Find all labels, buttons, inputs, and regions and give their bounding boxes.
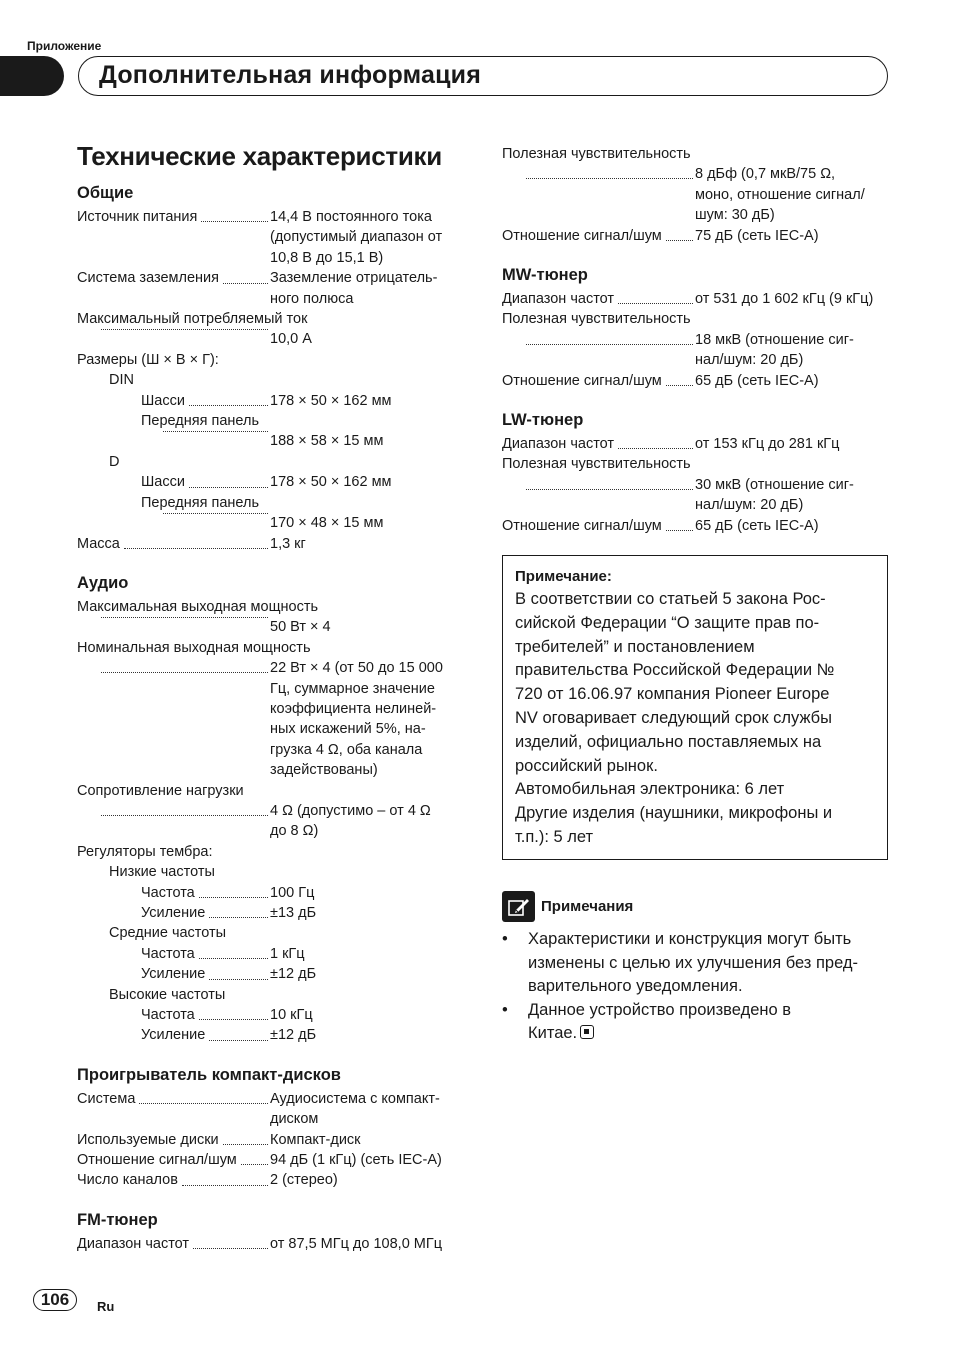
spec-label: Передняя панель xyxy=(141,494,260,511)
spec-label: DIN xyxy=(109,372,134,389)
note-line: Другие изделия (наушники, микрофоны и xyxy=(515,804,833,823)
spec-label: Система заземления xyxy=(77,270,219,287)
spec-label: Число каналов xyxy=(77,1172,178,1189)
spec-value: Аудиосистема с компакт- xyxy=(270,1090,440,1107)
spec-value: моно, отношение сигнал/ xyxy=(695,186,865,203)
fm-heading: FM-тюнер xyxy=(77,1210,158,1229)
note-line: т.п.): 5 лет xyxy=(515,827,594,846)
spec-label: Средние частоты xyxy=(109,925,227,942)
right-column xyxy=(502,144,890,536)
spec-value: 10 кГц xyxy=(270,1007,313,1024)
left-column xyxy=(77,184,462,1254)
spec-value: 18 мкВ (отношение сиг- xyxy=(695,331,854,348)
spec-value: Компакт-диск xyxy=(270,1131,361,1148)
header-title: Дополнительная информация xyxy=(99,61,482,89)
bullet-line: Характеристики и конструкция могут быть xyxy=(528,930,852,948)
spec-row-lw-sens xyxy=(502,475,890,516)
spec-label: Сопротивление нагрузки xyxy=(77,782,244,799)
spec-row-load xyxy=(77,801,462,842)
spec-label: Максимальный потребляемый ток xyxy=(77,311,308,328)
spec-row-d-chassis xyxy=(77,472,462,492)
spec-value: Заземление отрицатель- xyxy=(270,270,438,287)
spec-label: Номинальная выходная мощность xyxy=(77,639,311,656)
spec-value: ±12 дБ xyxy=(270,966,317,983)
list-item xyxy=(502,999,892,1046)
spec-label: Полезная чувствительность xyxy=(502,456,691,473)
end-mark-icon xyxy=(580,1025,594,1039)
spec-value: грузка 4 Ω, оба канала xyxy=(270,741,423,758)
spec-value: (допустимый диапазон от xyxy=(270,229,443,246)
spec-row-cd-snr xyxy=(77,1150,462,1170)
note-line: Автомобильная электроника: 6 лет xyxy=(515,780,785,799)
spec-label: Низкие частоты xyxy=(109,864,215,881)
spec-label: Полезная чувствительность xyxy=(502,311,691,328)
spec-row-max-power xyxy=(77,617,462,637)
page-title: Технические характеристики xyxy=(77,141,442,171)
language-code: Ru xyxy=(97,1299,115,1314)
spec-value: 65 дБ (сеть IEC-A) xyxy=(695,372,819,389)
note-line: российский рынок. xyxy=(515,756,658,775)
header-bar xyxy=(78,56,888,96)
spec-row-mw-sens xyxy=(502,330,890,371)
spec-row-high-gain xyxy=(77,1025,462,1045)
mw-heading: MW-тюнер xyxy=(502,266,588,285)
general-heading: Общие xyxy=(77,184,134,202)
spec-label: Шасси xyxy=(141,392,185,409)
spec-value: задействованы) xyxy=(270,762,378,779)
bullet-line: Китае. xyxy=(528,1024,578,1043)
spec-label: Отношение сигнал/шум xyxy=(502,227,662,244)
spec-value: 1,3 кг xyxy=(270,535,306,552)
bullet-line: Данное устройство произведено в xyxy=(528,1000,792,1019)
spec-value: 75 дБ (сеть IEC-A) xyxy=(695,227,819,244)
spec-label: Источник питания xyxy=(77,209,198,225)
spec-row-cd-discs xyxy=(77,1130,462,1150)
spec-row-power xyxy=(77,207,462,268)
section-tab xyxy=(0,56,64,96)
spec-value: до 8 Ω) xyxy=(270,823,319,840)
list-item xyxy=(502,928,892,999)
spec-label: Масса xyxy=(77,535,120,552)
page-number: 106 xyxy=(33,1289,77,1311)
spec-value: 50 Вт × 4 xyxy=(270,619,331,636)
spec-label: Полезная чувствительность xyxy=(502,146,691,162)
spec-label: Частота xyxy=(141,1007,195,1024)
spec-value: 170 × 48 × 15 мм xyxy=(270,515,384,532)
spec-row-fm-snr xyxy=(502,226,890,246)
spec-value: 8 дБф (0,7 мкВ/75 Ω, xyxy=(695,166,836,183)
audio-heading: Аудио xyxy=(77,573,129,592)
spec-row-high-freq xyxy=(77,1005,462,1025)
note-title: Примечание: xyxy=(515,568,612,585)
spec-row-mid-freq xyxy=(77,944,462,964)
spec-value: Гц, суммарное значение xyxy=(270,680,435,697)
spec-value: 10,0 А xyxy=(270,331,312,348)
spec-value: 4 Ω (допустимо – от 4 Ω xyxy=(270,802,431,819)
note-line: требителей” и постановлением xyxy=(515,637,755,656)
spec-row-rated-power xyxy=(77,658,462,780)
bullet-icon: • xyxy=(502,1000,508,1019)
note-line: NV оговаривает следующий срок службы xyxy=(515,708,832,727)
spec-label: D xyxy=(109,453,120,470)
spec-value: 1 кГц xyxy=(270,945,305,962)
spec-label: Максимальная выходная мощность xyxy=(77,598,319,615)
notes-label: Примечания xyxy=(541,898,634,915)
spec-row-mass xyxy=(77,534,462,554)
spec-row-din-front xyxy=(77,431,462,451)
cd-heading: Проигрыватель компакт-дисков xyxy=(77,1065,341,1084)
spec-row-mw-range xyxy=(502,289,890,309)
note-line: изделий, официально поставляемых на xyxy=(515,732,822,751)
spec-label: Регуляторы тембра: xyxy=(77,843,213,860)
note-line: сийской Федерации “О защите прав по- xyxy=(515,613,820,632)
bullet-icon: • xyxy=(502,930,508,948)
spec-value: ного полюса xyxy=(270,290,354,307)
spec-value: 22 Вт × 4 (от 50 до 15 000 xyxy=(270,660,443,677)
spec-value: 178 × 50 × 162 мм xyxy=(270,474,392,491)
spec-value: нал/шум: 20 дБ) xyxy=(695,352,804,369)
note-box xyxy=(502,555,888,860)
spec-row-max-current xyxy=(77,329,462,349)
spec-label: Диапазон частот xyxy=(502,436,615,453)
spec-row-lw-snr xyxy=(502,516,890,536)
spec-label: Усиление xyxy=(141,905,206,921)
spec-value: 65 дБ (сеть IEC-A) xyxy=(695,517,819,534)
spec-value: 14,4 В постоянного тока xyxy=(270,209,432,225)
notes-list xyxy=(502,928,892,1046)
spec-label: Усиление xyxy=(141,1027,206,1044)
spec-value: 178 × 50 × 162 мм xyxy=(270,392,392,409)
spec-row-din-chassis xyxy=(77,391,462,411)
note-line: 720 от 16.06.97 компания Pioneer Europe xyxy=(515,685,830,704)
spec-label: Система xyxy=(77,1090,136,1107)
spec-value: от 153 кГц до 281 кГц xyxy=(695,436,840,453)
spec-value: коэффициента нелиней- xyxy=(270,700,437,717)
spec-value: 10,8 В до 15,1 В) xyxy=(270,249,384,266)
spec-label: Диапазон частот xyxy=(77,1235,190,1252)
spec-label: Передняя панель xyxy=(141,413,260,430)
spec-value: 188 × 58 × 15 мм xyxy=(270,433,384,450)
spec-label: Высокие частоты xyxy=(109,986,226,1003)
spec-row-mw-snr xyxy=(502,371,890,391)
notes-header xyxy=(502,891,633,922)
spec-label: Частота xyxy=(141,945,195,962)
spec-value: нал/шум: 20 дБ) xyxy=(695,497,804,514)
spec-value: от 531 до 1 602 кГц (9 кГц) xyxy=(695,291,874,308)
spec-value: 100 Гц xyxy=(270,884,315,901)
spec-label: Усиление xyxy=(141,966,206,983)
spec-value: ±13 дБ xyxy=(270,905,317,921)
bullet-line: изменены с целью их улучшения без пред- xyxy=(528,953,859,972)
spec-row-low-gain xyxy=(77,903,462,923)
spec-row-d-front xyxy=(77,513,462,533)
spec-label: Шасси xyxy=(141,474,185,491)
spec-value: 2 (стерео) xyxy=(270,1172,338,1189)
pencil-icon xyxy=(502,891,535,922)
spec-row-fm-range xyxy=(77,1234,462,1254)
spec-label: Размеры (Ш × В × Г): xyxy=(77,351,219,368)
spec-label: Отношение сигнал/шум xyxy=(502,372,662,389)
spec-row-low-freq xyxy=(77,883,462,903)
note-line: правительства Российской Федерации № xyxy=(515,661,835,680)
spec-value: от 87,5 МГц до 108,0 МГц xyxy=(270,1235,443,1252)
spec-row-cd-system xyxy=(77,1089,462,1130)
spec-row-fm-sens xyxy=(502,164,890,225)
spec-value: 94 дБ (1 кГц) (сеть IEC-A) xyxy=(270,1152,442,1169)
spec-label: Отношение сигнал/шум xyxy=(77,1152,237,1169)
spec-value: ±12 дБ xyxy=(270,1027,317,1044)
lw-heading: LW-тюнер xyxy=(502,411,584,430)
spec-row-mid-gain xyxy=(77,964,462,984)
spec-row-lw-range xyxy=(502,434,890,454)
spec-value: 30 мкВ (отношение сиг- xyxy=(695,476,854,493)
spec-value: диском xyxy=(270,1111,319,1128)
spec-row-ground xyxy=(77,268,462,309)
spec-label: Частота xyxy=(141,884,195,901)
spec-label: Диапазон частот xyxy=(502,291,615,308)
spec-label: Используемые диски xyxy=(77,1131,219,1148)
note-line: В соответствии со статьей 5 закона Рос- xyxy=(515,590,826,608)
section-label: Приложение xyxy=(27,39,102,53)
bullet-line: варительного уведомления. xyxy=(528,977,743,996)
spec-label: Отношение сигнал/шум xyxy=(502,517,662,534)
spec-row-cd-channels xyxy=(77,1170,462,1190)
spec-value: ных искажений 5%, на- xyxy=(270,721,426,738)
spec-value: шум: 30 дБ) xyxy=(695,207,775,224)
